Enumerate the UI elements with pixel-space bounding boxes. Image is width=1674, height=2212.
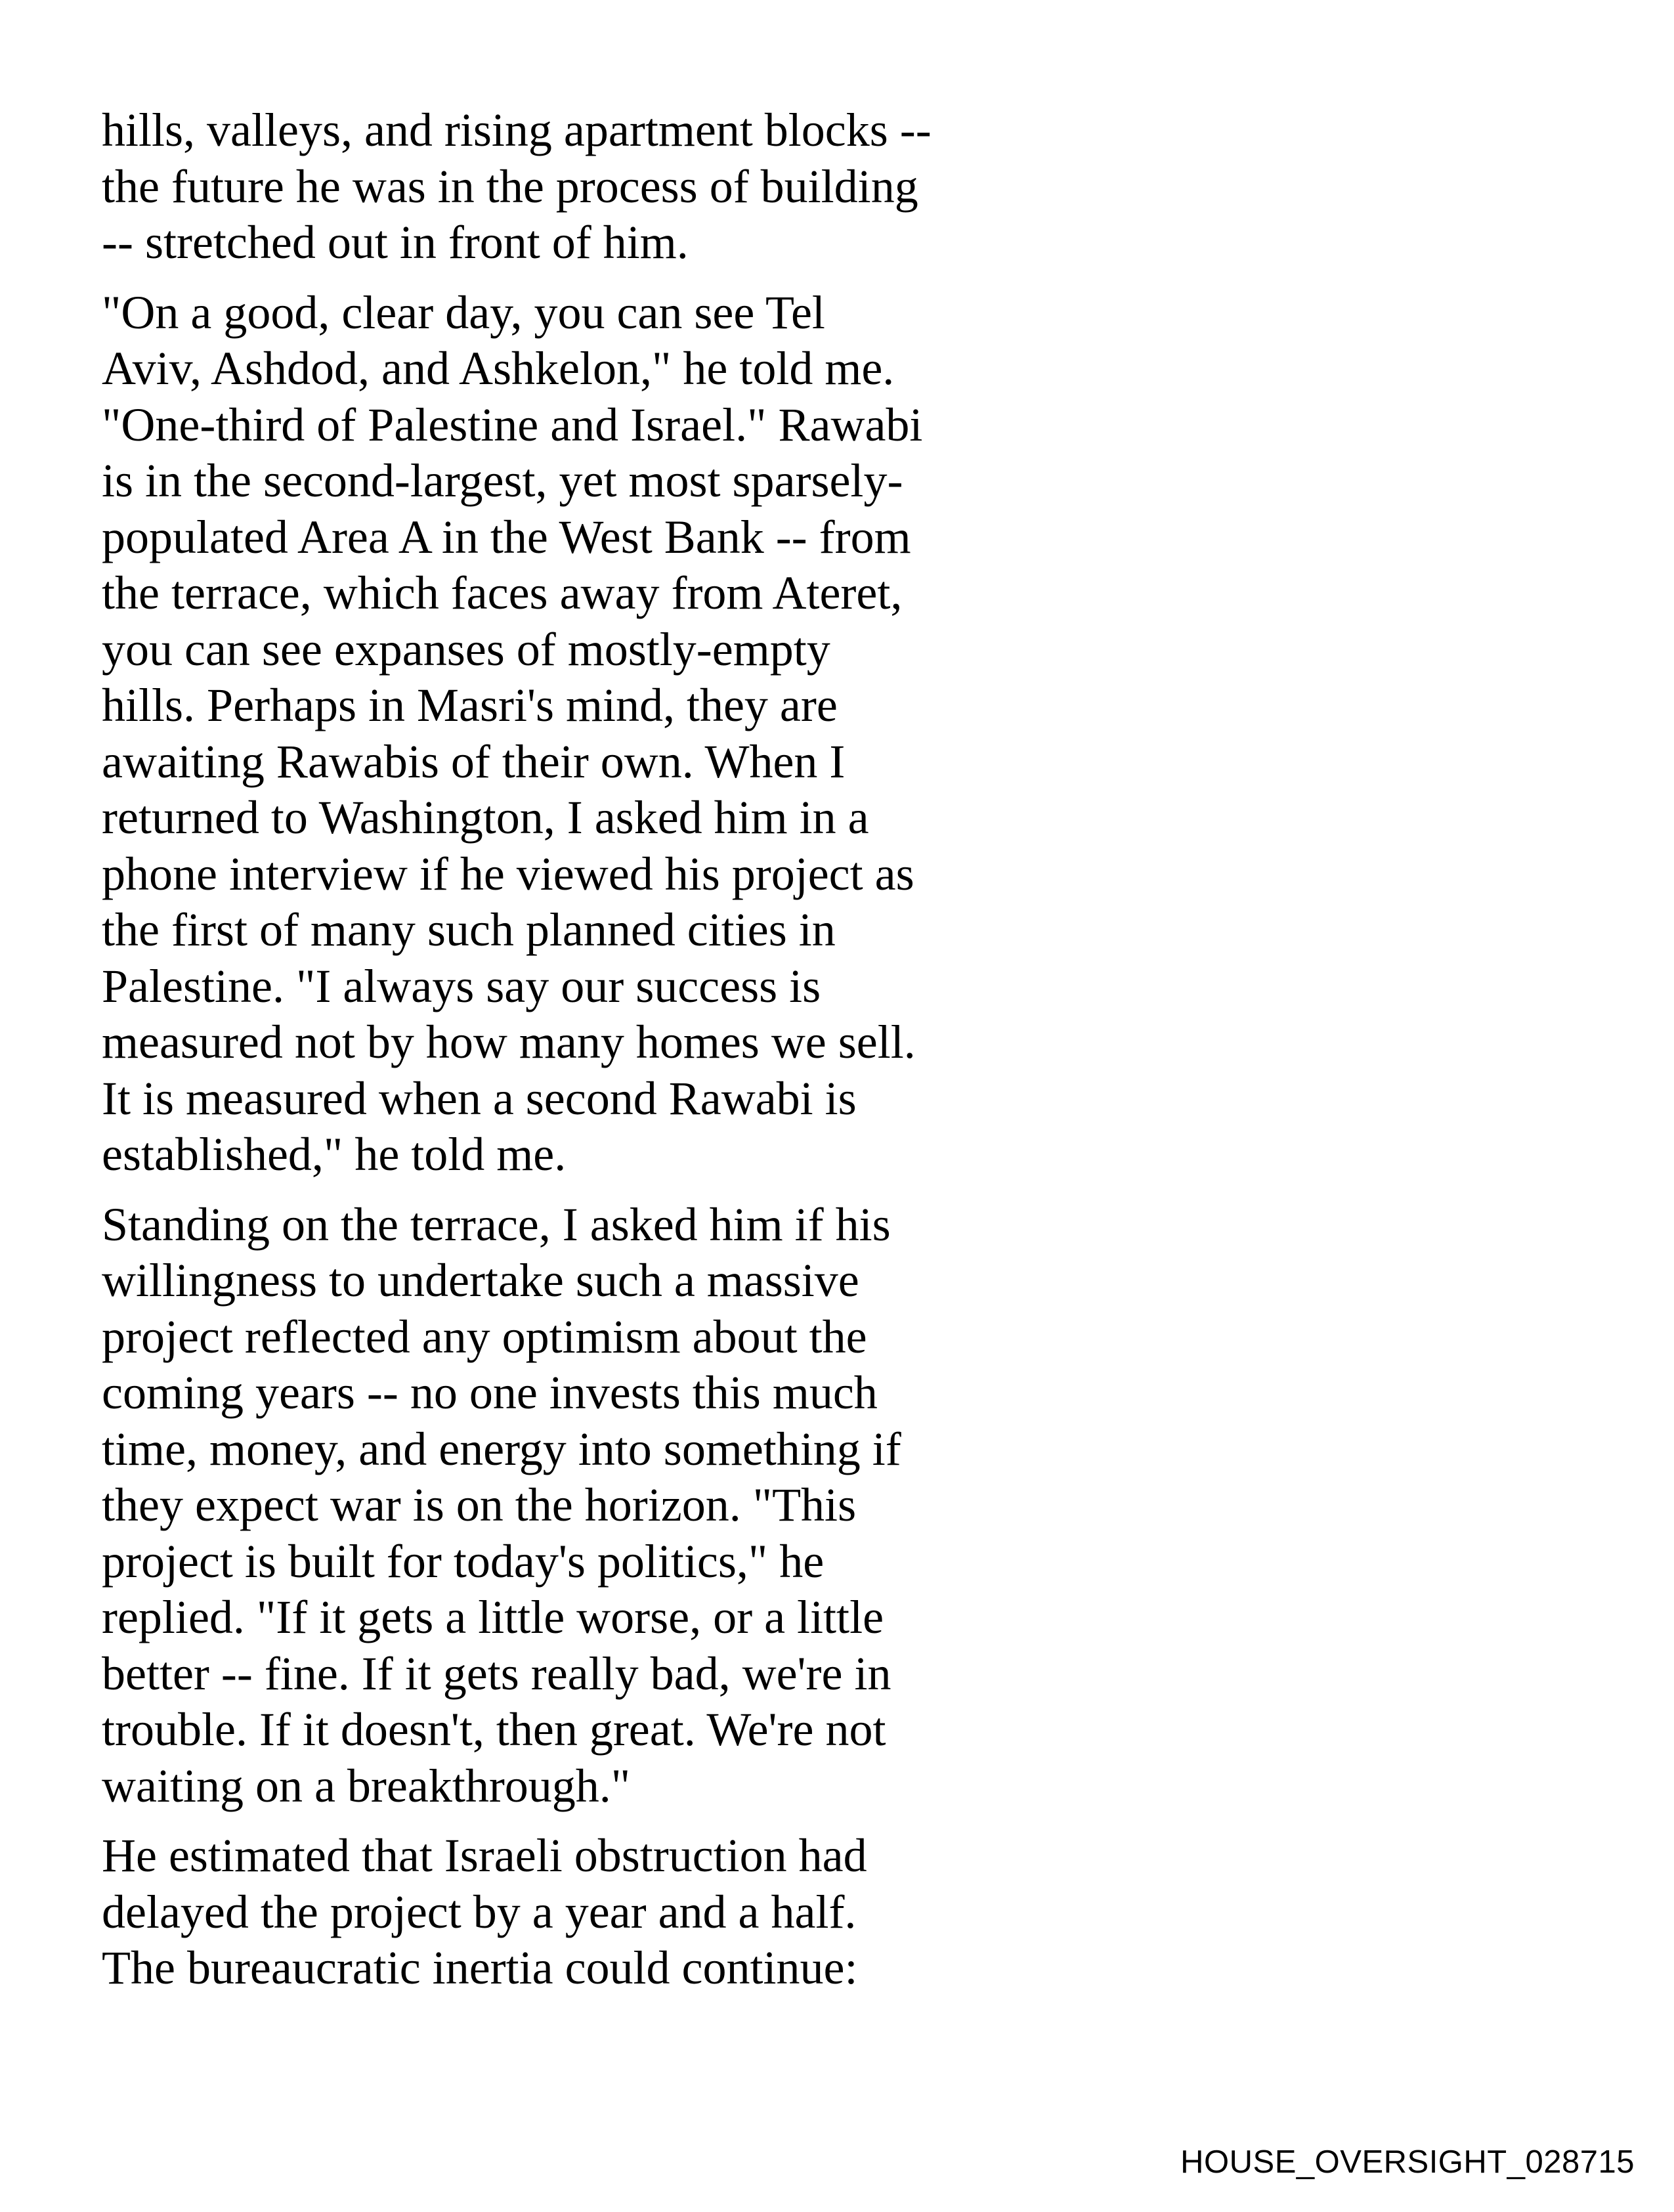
- text-line: He estimated that Israeli obstruction had: [102, 1829, 867, 1882]
- bates-stamp: HOUSE_OVERSIGHT_028715: [1180, 2144, 1635, 2180]
- text-line: replied. "If it gets a little worse, or a little: [102, 1591, 884, 1643]
- text-line: Standing on the terrace, I asked him if his: [102, 1198, 891, 1251]
- text-line: hills, valleys, and rising apartment blocks --: [102, 104, 932, 156]
- text-line: -- stretched out in front of him.: [102, 216, 689, 269]
- text-line: delayed the project by a year and a half.: [102, 1885, 857, 1938]
- text-line: trouble. If it doesn't, then great. We're not: [102, 1703, 886, 1756]
- text-line: the first of many such planned cities in: [102, 903, 836, 956]
- text-line: awaiting Rawabis of their own. When I: [102, 735, 846, 788]
- text-line: Palestine. "I always say our success is: [102, 959, 821, 1012]
- text-line: project reflected any optimism about the: [102, 1310, 867, 1363]
- text-line: The bureaucratic inertia could continue:: [102, 1941, 858, 1994]
- paragraph-2: [102, 285, 988, 1183]
- text-line: It is measured when a second Rawabi is: [102, 1072, 857, 1125]
- text-line: hills. Perhaps in Masri's mind, they are: [102, 679, 838, 731]
- text-line: waiting on a breakthrough.": [102, 1759, 631, 1812]
- text-line: coming years -- no one invests this much: [102, 1366, 878, 1419]
- article-body: [102, 102, 988, 2010]
- text-line: better -- fine. If it gets really bad, we're in: [102, 1647, 891, 1700]
- paragraph-1: [102, 102, 988, 271]
- text-line: the future he was in the process of building: [102, 160, 918, 213]
- text-line: returned to Washington, I asked him in a: [102, 791, 869, 844]
- text-line: the terrace, which faces away from Ateret,: [102, 567, 903, 619]
- text-line: is in the second-largest, yet most sparsely-: [102, 454, 903, 507]
- text-line: willingness to undertake such a massive: [102, 1254, 859, 1307]
- text-line: project is built for today's politics," he: [102, 1534, 825, 1588]
- text-line: "On a good, clear day, you can see Tel: [102, 286, 825, 339]
- text-line: "One-third of Palestine and Israel." Rawabi: [102, 398, 923, 451]
- text-line: time, money, and energy into something if: [102, 1422, 901, 1475]
- text-line: measured not by how many homes we sell.: [102, 1016, 916, 1068]
- text-line: phone interview if he viewed his project as: [102, 847, 914, 900]
- text-line: you can see expanses of mostly-empty: [102, 622, 830, 676]
- paragraph-3: [102, 1197, 988, 1815]
- text-line: established," he told me.: [102, 1128, 567, 1181]
- paragraph-4: [102, 1828, 988, 1997]
- text-line: populated Area A in the West Bank -- from: [102, 510, 911, 563]
- text-line: they expect war is on the horizon. "This: [102, 1479, 857, 1531]
- text-line: Aviv, Ashdod, and Ashkelon," he told me.: [102, 342, 895, 395]
